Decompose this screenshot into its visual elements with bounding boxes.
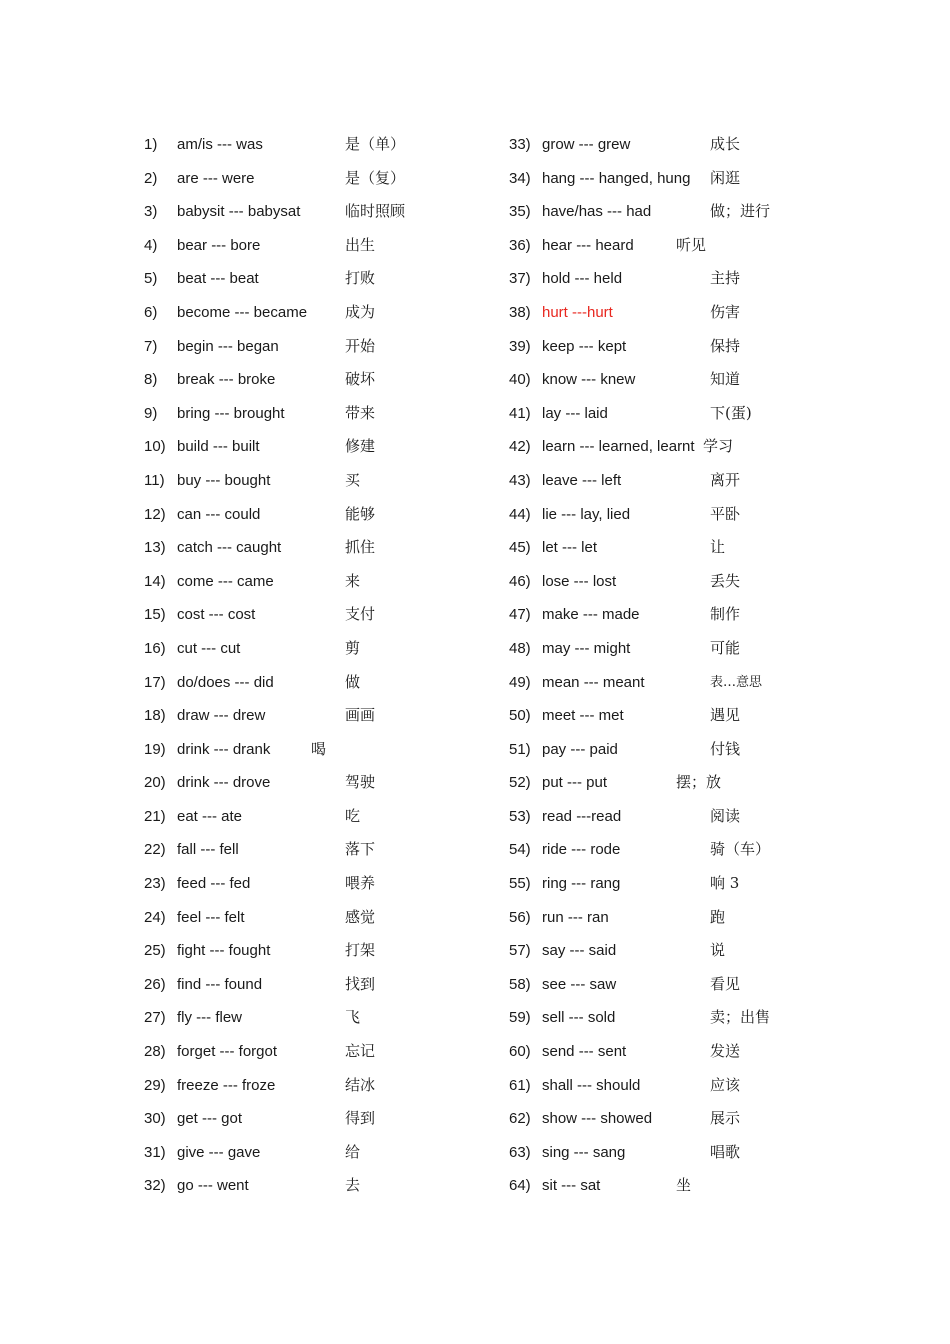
item-number: 2) xyxy=(144,169,158,187)
verb-forms: shall --- should xyxy=(542,1076,641,1094)
list-item xyxy=(144,262,484,296)
item-number: 31) xyxy=(144,1143,166,1161)
list-item xyxy=(144,565,484,599)
verb-forms: cut --- cut xyxy=(177,639,241,657)
chinese-meaning: 打架 xyxy=(345,941,376,960)
item-number: 32) xyxy=(144,1177,166,1195)
list-item xyxy=(144,1136,484,1170)
verb-list-left xyxy=(144,128,484,1203)
list-item xyxy=(509,397,849,431)
list-item xyxy=(144,666,484,700)
list-item xyxy=(509,632,849,666)
list-item xyxy=(144,464,484,498)
chinese-meaning: 说 xyxy=(710,941,726,960)
list-item xyxy=(144,733,484,767)
item-number: 55) xyxy=(509,875,531,893)
chinese-meaning: 下(蛋) xyxy=(710,403,752,422)
item-number: 26) xyxy=(144,975,166,993)
chinese-meaning: 忘记 xyxy=(345,1042,376,1061)
verb-forms: see --- saw xyxy=(542,975,617,993)
item-number: 23) xyxy=(144,875,166,893)
verb-forms: read ---read xyxy=(542,807,622,825)
item-number: 61) xyxy=(509,1076,531,1094)
list-item xyxy=(509,1069,849,1103)
chinese-meaning: 表…意思 xyxy=(710,674,763,690)
chinese-meaning: 能够 xyxy=(345,504,376,523)
chinese-meaning: 破坏 xyxy=(345,370,376,389)
chinese-meaning: 伤害 xyxy=(710,302,741,321)
item-number: 54) xyxy=(509,841,531,859)
list-item xyxy=(144,598,484,632)
list-item xyxy=(509,430,849,464)
item-number: 10) xyxy=(144,438,166,456)
list-item xyxy=(509,262,849,296)
item-number: 13) xyxy=(144,539,166,557)
item-number: 56) xyxy=(509,908,531,926)
chinese-meaning: 飞 xyxy=(345,1008,361,1027)
list-item xyxy=(509,1035,849,1069)
verb-forms: forget --- forgot xyxy=(177,1043,278,1061)
chinese-meaning: 支付 xyxy=(345,605,376,624)
item-number: 15) xyxy=(144,606,166,624)
chinese-meaning: 发送 xyxy=(710,1042,741,1061)
chinese-meaning: 开始 xyxy=(345,336,376,355)
chinese-meaning: 遇见 xyxy=(710,706,741,725)
list-item xyxy=(509,229,849,263)
chinese-meaning: 喝 xyxy=(311,739,327,758)
list-item xyxy=(509,1136,849,1170)
verb-forms: make --- made xyxy=(542,606,640,624)
verb-forms: are --- were xyxy=(177,169,255,187)
list-item xyxy=(509,867,849,901)
verb-forms: mean --- meant xyxy=(542,673,645,691)
list-item xyxy=(509,498,849,532)
list-item xyxy=(144,430,484,464)
list-item xyxy=(509,800,849,834)
list-item xyxy=(144,1102,484,1136)
item-number: 49) xyxy=(509,673,531,691)
chinese-meaning: 来 xyxy=(345,571,361,590)
item-number: 41) xyxy=(509,404,531,422)
verb-forms: may --- might xyxy=(542,639,631,657)
item-number: 29) xyxy=(144,1076,166,1094)
item-number: 1) xyxy=(144,136,158,153)
list-item xyxy=(509,330,849,364)
chinese-meaning: 是（复） xyxy=(345,168,406,187)
item-number: 12) xyxy=(144,505,166,523)
item-number: 45) xyxy=(509,539,531,557)
item-number: 60) xyxy=(509,1043,531,1061)
item-number: 30) xyxy=(144,1110,166,1128)
item-number: 20) xyxy=(144,774,166,792)
list-item xyxy=(509,934,849,968)
chinese-meaning: 主持 xyxy=(710,269,741,288)
item-number: 50) xyxy=(509,707,531,725)
verb-forms: pay --- paid xyxy=(542,740,618,758)
chinese-meaning: 吃 xyxy=(345,806,361,825)
verb-forms: build --- built xyxy=(177,438,260,456)
verb-forms: have/has --- had xyxy=(542,203,652,221)
verb-forms: give --- gave xyxy=(177,1143,261,1161)
item-number: 51) xyxy=(509,740,531,758)
chinese-meaning: 唱歌 xyxy=(710,1142,741,1161)
verb-forms: lose --- lost xyxy=(542,572,617,590)
chinese-meaning: 修建 xyxy=(345,437,376,456)
item-number: 46) xyxy=(509,572,531,590)
chinese-meaning: 临时照顾 xyxy=(345,202,406,221)
item-number: 22) xyxy=(144,841,166,859)
list-item xyxy=(509,464,849,498)
chinese-meaning: 知道 xyxy=(710,370,741,389)
item-number: 18) xyxy=(144,707,166,725)
item-number: 52) xyxy=(509,774,531,792)
item-number: 39) xyxy=(509,337,531,355)
chinese-meaning: 看见 xyxy=(710,974,741,993)
list-item xyxy=(144,162,484,196)
list-item xyxy=(144,1069,484,1103)
chinese-meaning: 可能 xyxy=(710,638,741,657)
chinese-meaning: 成长 xyxy=(710,135,741,153)
chinese-meaning: 骑（车） xyxy=(710,840,771,859)
item-number: 24) xyxy=(144,908,166,926)
chinese-meaning: 成为 xyxy=(345,302,376,321)
list-item xyxy=(144,867,484,901)
verb-forms: bring --- brought xyxy=(177,404,285,422)
verb-forms: drink --- drove xyxy=(177,774,271,792)
list-item xyxy=(144,1035,484,1069)
chinese-meaning: 学习 xyxy=(703,437,734,456)
item-number: 33) xyxy=(509,136,531,153)
list-item xyxy=(144,699,484,733)
verb-forms: break --- broke xyxy=(177,371,276,389)
list-item xyxy=(144,968,484,1002)
item-number: 37) xyxy=(509,270,531,288)
chinese-meaning: 展示 xyxy=(710,1109,741,1128)
item-number: 34) xyxy=(509,169,531,187)
verb-forms: catch --- caught xyxy=(177,539,282,557)
verb-forms: freeze --- froze xyxy=(177,1076,276,1094)
list-item xyxy=(509,195,849,229)
chinese-meaning: 制作 xyxy=(710,605,741,624)
chinese-meaning: 画画 xyxy=(345,706,376,725)
item-number: 27) xyxy=(144,1009,166,1027)
verb-forms: lie --- lay, lied xyxy=(542,505,631,523)
chinese-meaning: 做；进行 xyxy=(710,202,771,221)
item-number: 48) xyxy=(509,639,531,657)
list-item xyxy=(144,498,484,532)
list-item xyxy=(509,699,849,733)
item-number: 8) xyxy=(144,371,158,389)
list-item xyxy=(509,901,849,935)
verb-forms: feed --- fed xyxy=(177,875,251,893)
verb-forms: hang --- hanged, hung xyxy=(542,169,691,187)
chinese-meaning: 感觉 xyxy=(345,907,376,926)
verb-forms: know --- knew xyxy=(542,371,636,389)
verb-forms: sit --- sat xyxy=(542,1177,601,1195)
chinese-meaning: 给 xyxy=(345,1142,361,1161)
chinese-meaning: 找到 xyxy=(345,974,376,993)
chinese-meaning: 是（单） xyxy=(345,135,406,153)
verb-forms: babysit --- babysat xyxy=(177,203,301,221)
item-number: 28) xyxy=(144,1043,166,1061)
verb-forms: hear --- heard xyxy=(542,236,634,254)
list-item xyxy=(144,1001,484,1035)
verb-forms: fly --- flew xyxy=(177,1009,242,1027)
verb-forms: send --- sent xyxy=(542,1043,627,1061)
chinese-meaning: 做 xyxy=(345,672,361,691)
chinese-meaning: 落下 xyxy=(345,840,376,859)
item-number: 63) xyxy=(509,1143,531,1161)
chinese-meaning: 平卧 xyxy=(710,504,741,523)
verb-forms: find --- found xyxy=(177,975,263,993)
verb-forms: eat --- ate xyxy=(177,807,243,825)
list-item xyxy=(509,1102,849,1136)
item-number: 62) xyxy=(509,1110,531,1128)
verb-forms: fight --- fought xyxy=(177,942,271,960)
item-number: 36) xyxy=(509,236,531,254)
item-number: 5) xyxy=(144,270,158,288)
list-item xyxy=(509,666,849,700)
list-item xyxy=(144,195,484,229)
verb-forms: learn --- learned, learnt xyxy=(542,438,695,456)
item-number: 47) xyxy=(509,606,531,624)
chinese-meaning: 闲逛 xyxy=(710,168,741,187)
verb-forms: sell --- sold xyxy=(542,1009,616,1027)
list-item xyxy=(144,229,484,263)
list-item xyxy=(509,968,849,1002)
item-number: 25) xyxy=(144,942,166,960)
item-number: 58) xyxy=(509,975,531,993)
chinese-meaning: 出生 xyxy=(345,235,376,254)
list-item xyxy=(144,531,484,565)
verb-forms: begin --- began xyxy=(177,337,279,355)
chinese-meaning: 离开 xyxy=(710,470,741,489)
list-item xyxy=(509,531,849,565)
list-item xyxy=(509,833,849,867)
item-number: 38) xyxy=(509,303,531,321)
verb-forms: say --- said xyxy=(542,942,617,960)
verb-forms: run --- ran xyxy=(542,908,609,926)
verb-forms: go --- went xyxy=(177,1177,249,1195)
chinese-meaning: 喂养 xyxy=(345,874,376,893)
verb-forms-highlighted: hurt ---hurt xyxy=(542,303,613,321)
verb-forms: can --- could xyxy=(177,505,261,523)
verb-forms: get --- got xyxy=(177,1110,243,1128)
item-number: 43) xyxy=(509,471,531,489)
item-number: 59) xyxy=(509,1009,531,1027)
item-number: 14) xyxy=(144,572,166,590)
verb-forms: buy --- bought xyxy=(177,471,271,489)
verb-forms: ride --- rode xyxy=(542,841,621,859)
list-item xyxy=(509,296,849,330)
verb-forms: beat --- beat xyxy=(177,270,259,288)
item-number: 53) xyxy=(509,807,531,825)
item-number: 21) xyxy=(144,807,166,825)
list-item xyxy=(509,1169,849,1203)
verb-forms: grow --- grew xyxy=(542,136,631,153)
list-item xyxy=(144,833,484,867)
list-item xyxy=(509,128,849,162)
verb-forms: leave --- left xyxy=(542,471,622,489)
item-number: 42) xyxy=(509,438,531,456)
verb-forms: sing --- sang xyxy=(542,1143,626,1161)
item-number: 7) xyxy=(144,337,158,355)
item-number: 6) xyxy=(144,303,158,321)
verb-forms: come --- came xyxy=(177,572,274,590)
chinese-meaning: 坐 xyxy=(676,1176,692,1195)
verb-forms: meet --- met xyxy=(542,707,624,725)
list-item xyxy=(144,330,484,364)
verb-forms: show --- showed xyxy=(542,1110,653,1128)
item-number: 64) xyxy=(509,1177,531,1195)
list-item xyxy=(144,901,484,935)
item-number: 17) xyxy=(144,673,166,691)
verb-forms: drink --- drank xyxy=(177,740,271,758)
list-item xyxy=(144,766,484,800)
chinese-meaning: 听见 xyxy=(676,235,707,254)
chinese-meaning: 抓住 xyxy=(345,538,376,557)
list-item xyxy=(144,934,484,968)
verb-forms: am/is --- was xyxy=(177,136,263,153)
chinese-meaning: 保持 xyxy=(710,336,741,355)
chinese-meaning: 应该 xyxy=(710,1075,741,1094)
item-number: 3) xyxy=(144,203,158,221)
list-item xyxy=(144,296,484,330)
chinese-meaning: 剪 xyxy=(345,638,361,657)
item-number: 35) xyxy=(509,203,531,221)
verb-forms: do/does --- did xyxy=(177,673,274,691)
chinese-meaning: 阅读 xyxy=(710,806,741,825)
verb-forms: lay --- laid xyxy=(542,404,608,422)
chinese-meaning: 去 xyxy=(345,1176,361,1195)
item-number: 11) xyxy=(144,471,165,489)
item-number: 40) xyxy=(509,371,531,389)
verb-forms: become --- became xyxy=(177,303,308,321)
verb-forms: cost --- cost xyxy=(177,606,256,624)
list-item xyxy=(509,1001,849,1035)
verb-forms: let --- let xyxy=(542,539,598,557)
verb-forms: put --- put xyxy=(542,774,608,792)
list-item xyxy=(509,598,849,632)
verb-forms: feel --- felt xyxy=(177,908,245,926)
chinese-meaning: 带来 xyxy=(345,403,376,422)
chinese-meaning: 响 3 xyxy=(710,874,740,893)
verb-forms: ring --- rang xyxy=(542,875,621,893)
verb-forms: keep --- kept xyxy=(542,337,627,355)
verb-forms: bear --- bore xyxy=(177,236,261,254)
chinese-meaning: 卖；出售 xyxy=(710,1008,771,1027)
list-item xyxy=(509,766,849,800)
chinese-meaning: 结冰 xyxy=(345,1075,376,1094)
item-number: 44) xyxy=(509,505,531,523)
chinese-meaning: 跑 xyxy=(710,907,726,926)
list-item xyxy=(144,800,484,834)
item-number: 16) xyxy=(144,639,166,657)
list-item xyxy=(509,162,849,196)
item-number: 19) xyxy=(144,740,166,758)
verb-forms: fall --- fell xyxy=(177,841,239,859)
chinese-meaning: 打败 xyxy=(345,269,376,288)
list-item xyxy=(509,733,849,767)
chinese-meaning: 得到 xyxy=(345,1109,376,1128)
verb-forms: hold --- held xyxy=(542,270,623,288)
chinese-meaning: 驾驶 xyxy=(345,773,376,792)
list-item xyxy=(144,397,484,431)
list-item xyxy=(509,363,849,397)
item-number: 4) xyxy=(144,236,158,254)
chinese-meaning: 摆；放 xyxy=(676,773,722,792)
chinese-meaning: 丢失 xyxy=(710,571,741,590)
chinese-meaning: 让 xyxy=(710,538,726,557)
list-item xyxy=(509,565,849,599)
list-item xyxy=(144,1169,484,1203)
chinese-meaning: 买 xyxy=(345,470,361,489)
chinese-meaning: 付钱 xyxy=(710,739,741,758)
item-number: 57) xyxy=(509,942,531,960)
list-item xyxy=(144,632,484,666)
verb-forms: draw --- drew xyxy=(177,707,266,725)
item-number: 9) xyxy=(144,404,158,422)
list-item xyxy=(144,128,484,162)
list-item xyxy=(144,363,484,397)
verb-list-right xyxy=(509,128,849,1203)
